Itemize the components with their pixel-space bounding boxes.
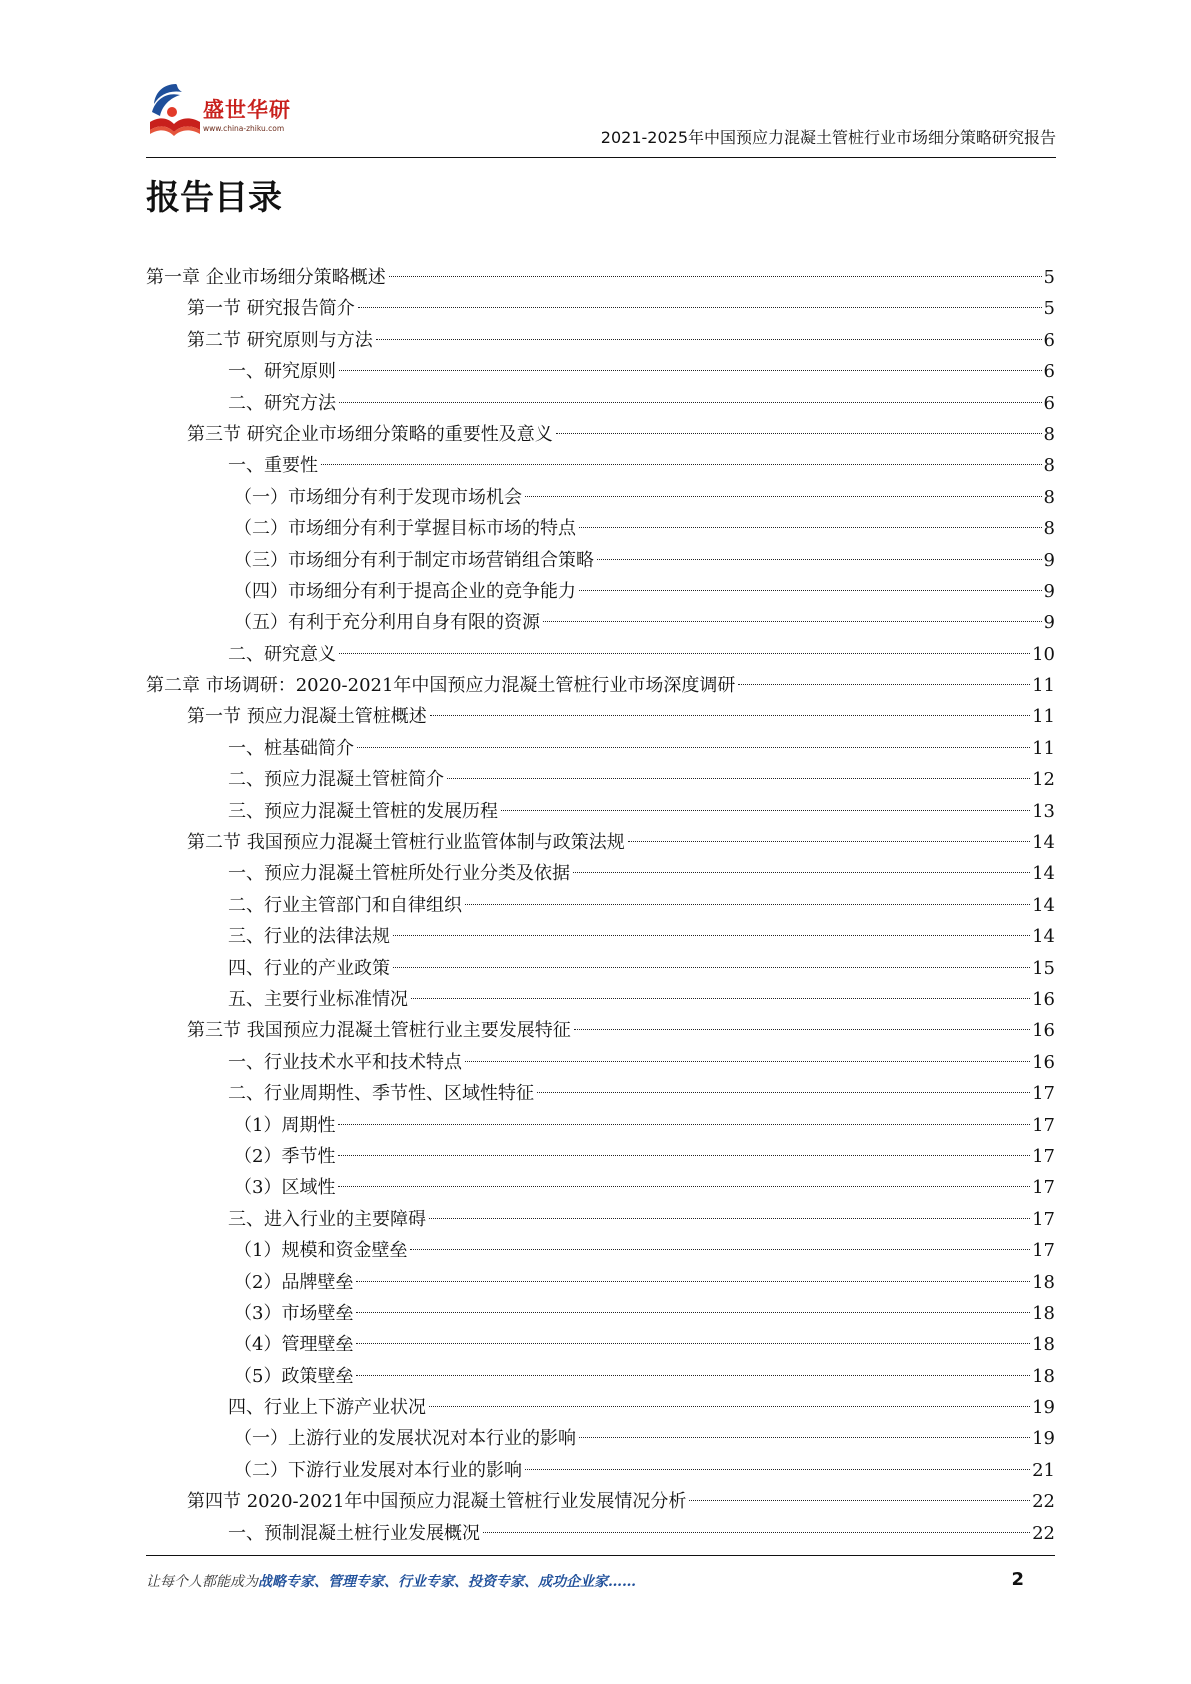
toc-entry-page: 18 [1032,1365,1055,1387]
toc-entry-page: 14 [1032,832,1055,854]
toc-dot-leader [411,998,1030,999]
toc-entry[interactable] [146,764,1055,795]
toc-entry-label: 第一章 企业市场细分策略概述 [146,267,386,288]
toc-entry-label: 第一节 研究报告简介 [187,298,355,320]
toc-entry-label: 一、预应力混凝土管桩所处行业分类及依据 [228,863,570,885]
toc-entry-page: 12 [1032,769,1055,791]
toc-dot-leader [356,1343,1030,1344]
toc-dot-leader [465,1061,1030,1062]
toc-entry-page: 22 [1032,1491,1055,1513]
toc-entry[interactable] [146,545,1055,576]
toc-dot-leader [483,1532,1030,1533]
toc-entry-page: 8 [1043,518,1055,540]
footer-slogan-prefix: 让每个人都能成为 [146,1574,258,1590]
toc-entry[interactable] [146,1455,1055,1486]
toc-entry-page: 11 [1032,675,1055,697]
toc-dot-leader [356,1312,1030,1313]
toc-entry-page: 11 [1032,706,1055,728]
toc-entry-page: 19 [1032,1397,1055,1419]
toc-dot-leader [393,935,1030,936]
toc-dot-leader [321,464,1042,465]
toc-entry[interactable] [146,356,1055,387]
toc-entry-label: （5）政策壁垒 [234,1365,354,1387]
toc-entry-page: 6 [1043,392,1055,414]
toc-entry-label: （2）品牌壁垒 [234,1271,354,1293]
toc-entry[interactable] [146,890,1055,921]
brand-logo [146,82,316,144]
toc-entry-label: 一、桩基础简介 [228,737,354,759]
toc-entry[interactable] [146,388,1055,419]
toc-dot-leader [447,778,1030,779]
toc-entry-label: 一、研究原则 [228,361,336,383]
table-of-contents [146,262,1055,1549]
toc-entry[interactable] [146,1298,1055,1329]
toc-dot-leader [579,1437,1030,1438]
toc-entry-label: 一、预制混凝土桩行业发展概况 [228,1522,480,1544]
toc-entry[interactable] [146,984,1055,1015]
toc-entry-page: 11 [1032,737,1055,759]
toc-dot-leader [410,1249,1030,1250]
toc-entry-label: （一）市场细分有利于发现市场机会 [234,486,522,508]
toc-dot-leader [393,967,1030,968]
toc-dot-leader [579,527,1042,528]
toc-entry-label: 三、预应力混凝土管桩的发展历程 [228,800,498,822]
toc-entry[interactable] [146,1235,1055,1266]
toc-dot-leader [429,1218,1030,1219]
toc-entry[interactable] [146,1486,1055,1517]
toc-entry[interactable] [146,1518,1055,1549]
toc-entry-label: 三、进入行业的主要障碍 [228,1208,426,1230]
toc-entry[interactable] [146,1110,1055,1141]
toc-dot-leader [339,402,1042,403]
toc-entry-label: 一、行业技术水平和技术特点 [228,1051,462,1073]
toc-entry-label: （3）市场壁垒 [234,1302,354,1324]
toc-entry-page: 18 [1032,1302,1055,1324]
toc-entry-label: 二、行业主管部门和自律组织 [228,894,462,916]
page-footer [146,1571,1024,1595]
toc-dot-leader [543,621,1042,622]
toc-dot-leader [357,747,1030,748]
toc-entry-label: （五）有利于充分利用自身有限的资源 [234,612,540,634]
toc-entry[interactable] [146,921,1055,952]
toc-entry[interactable] [146,796,1055,827]
toc-dot-leader [389,276,1042,277]
toc-entry[interactable] [146,1392,1055,1423]
document-title: 2021-2025年中国预应力混凝土管桩行业市场细分策略研究报告 [600,128,1056,147]
toc-entry-label: 一、重要性 [228,455,318,477]
toc-entry-label: 第二章 市场调研：2020-2021年中国预应力混凝土管桩行业市场深度调研 [146,675,736,697]
toc-dot-leader [689,1500,1030,1501]
toc-dot-leader [537,1092,1030,1093]
toc-entry-label: （一）上游行业的发展状况对本行业的影响 [234,1428,576,1450]
toc-dot-leader [338,1186,1030,1187]
toc-entry[interactable] [146,419,1055,450]
toc-entry-page: 8 [1043,423,1055,445]
header-divider [146,157,1056,158]
toc-entry-page: 13 [1032,800,1055,822]
toc-entry-page: 22 [1032,1522,1055,1544]
toc-entry[interactable] [146,639,1055,670]
toc-entry[interactable] [146,1047,1055,1078]
footer-divider [146,1555,1055,1556]
toc-entry-page: 14 [1032,863,1055,885]
toc-dot-leader [574,1029,1030,1030]
toc-entry[interactable] [146,607,1055,638]
toc-dot-leader [429,1406,1030,1407]
toc-dot-leader [356,1281,1030,1282]
toc-dot-leader [356,1375,1030,1376]
toc-entry-label: （四）市场细分有利于提高企业的竞争能力 [234,580,576,602]
toc-entry-label: 四、行业的产业政策 [228,957,390,979]
toc-entry-page: 6 [1043,329,1055,351]
toc-dot-leader [556,433,1042,434]
toc-entry-page: 9 [1043,580,1055,602]
toc-dot-leader [573,872,1030,873]
toc-entry-label: 第一节 预应力混凝土管桩概述 [187,706,427,728]
toc-entry-page: 14 [1032,926,1055,948]
toc-entry[interactable] [146,1141,1055,1172]
toc-dot-leader [465,904,1030,905]
toc-entry-page: 16 [1032,988,1055,1010]
toc-entry-label: （1）周期性 [234,1114,336,1136]
toc-entry[interactable] [146,293,1055,324]
toc-entry-page: 17 [1032,1208,1055,1230]
toc-entry[interactable] [146,1204,1055,1235]
page-title: 报告目录 [146,178,282,218]
toc-entry-label: 四、行业上下游产业状况 [228,1397,426,1419]
toc-entry-page: 9 [1043,549,1055,571]
toc-dot-leader [339,370,1042,371]
toc-entry-page: 19 [1032,1428,1055,1450]
toc-entry[interactable] [146,701,1055,732]
toc-entry-page: 21 [1032,1459,1055,1481]
toc-entry[interactable] [146,482,1055,513]
toc-entry[interactable] [146,513,1055,544]
toc-entry[interactable] [146,733,1055,764]
toc-entry-label: （二）市场细分有利于掌握目标市场的特点 [234,518,576,540]
toc-entry-page: 18 [1032,1334,1055,1356]
toc-dot-leader [738,684,1030,685]
toc-entry-page: 17 [1032,1240,1055,1262]
footer-slogan-emphasis: 战略专家、管理专家、行业专家、投资专家、成功企业家…… [258,1574,636,1590]
toc-entry-label: 第三节 我国预应力混凝土管桩行业主要发展特征 [187,1020,571,1042]
toc-entry-page: 17 [1032,1177,1055,1199]
toc-entry-label: 二、行业周期性、季节性、区域性特征 [228,1083,534,1105]
toc-entry[interactable] [146,262,1055,293]
toc-entry-page: 10 [1032,643,1055,665]
toc-entry-label: 第二节 我国预应力混凝土管桩行业监管体制与政策法规 [187,832,625,854]
toc-entry[interactable] [146,576,1055,607]
toc-entry-label: （4）管理壁垒 [234,1334,354,1356]
toc-entry-label: 三、行业的法律法规 [228,926,390,948]
toc-entry[interactable] [146,858,1055,889]
toc-entry-page: 9 [1043,612,1055,634]
toc-dot-leader [338,1124,1030,1125]
toc-entry[interactable] [146,1267,1055,1298]
toc-entry-label: （1）规模和资金壁垒 [234,1240,408,1262]
toc-entry-page: 15 [1032,957,1055,979]
toc-entry-page: 16 [1032,1020,1055,1042]
toc-entry[interactable] [146,1329,1055,1360]
toc-entry[interactable] [146,1078,1055,1109]
page-number: 2 [1011,1569,1024,1590]
toc-dot-leader [501,810,1030,811]
toc-entry-label: （2）季节性 [234,1145,336,1167]
toc-entry-page: 14 [1032,894,1055,916]
toc-dot-leader [358,307,1042,308]
brand-url: www.china-zhiku.com [203,124,285,133]
toc-entry-page: 17 [1032,1083,1055,1105]
toc-entry-label: 第三节 研究企业市场细分策略的重要性及意义 [187,423,553,445]
toc-entry-page: 8 [1043,486,1055,508]
toc-entry-label: 第四节 2020-2021年中国预应力混凝土管桩行业发展情况分析 [187,1491,687,1513]
toc-dot-leader [525,1469,1030,1470]
toc-entry-label: （3）区域性 [234,1177,336,1199]
book-logo-icon [146,82,206,144]
toc-entry[interactable] [146,1015,1055,1046]
toc-entry-label: 二、研究方法 [228,392,336,414]
toc-entry-label: 五、主要行业标准情况 [228,988,408,1010]
toc-dot-leader [597,559,1042,560]
toc-entry[interactable] [146,450,1055,481]
toc-entry-page: 18 [1032,1271,1055,1293]
toc-entry-page: 5 [1043,298,1055,320]
toc-dot-leader [338,1155,1030,1156]
toc-dot-leader [339,653,1030,654]
brand-name: 盛世华研 [203,98,291,122]
toc-entry-page: 6 [1043,361,1055,383]
toc-entry-page: 16 [1032,1051,1055,1073]
toc-entry-page: 8 [1043,455,1055,477]
toc-entry[interactable] [146,1423,1055,1454]
toc-dot-leader [579,590,1042,591]
toc-entry-label: 二、预应力混凝土管桩简介 [228,769,444,791]
toc-dot-leader [628,841,1030,842]
toc-entry[interactable] [146,827,1055,858]
toc-entry-label: （三）市场细分有利于制定市场营销组合策略 [234,549,594,571]
toc-entry-label: （二）下游行业发展对本行业的影响 [234,1459,522,1481]
toc-entry[interactable] [146,325,1055,356]
page-header [146,80,1056,158]
toc-dot-leader [525,496,1042,497]
toc-entry[interactable] [146,670,1055,701]
toc-entry[interactable] [146,1361,1055,1392]
toc-dot-leader [376,339,1042,340]
toc-dot-leader [430,715,1030,716]
toc-entry-label: 第二节 研究原则与方法 [187,329,373,351]
toc-entry-page: 17 [1032,1145,1055,1167]
toc-entry-label: 二、研究意义 [228,643,336,665]
toc-entry-page: 17 [1032,1114,1055,1136]
toc-entry-page: 5 [1043,267,1055,288]
toc-entry[interactable] [146,953,1055,984]
toc-entry[interactable] [146,1172,1055,1203]
